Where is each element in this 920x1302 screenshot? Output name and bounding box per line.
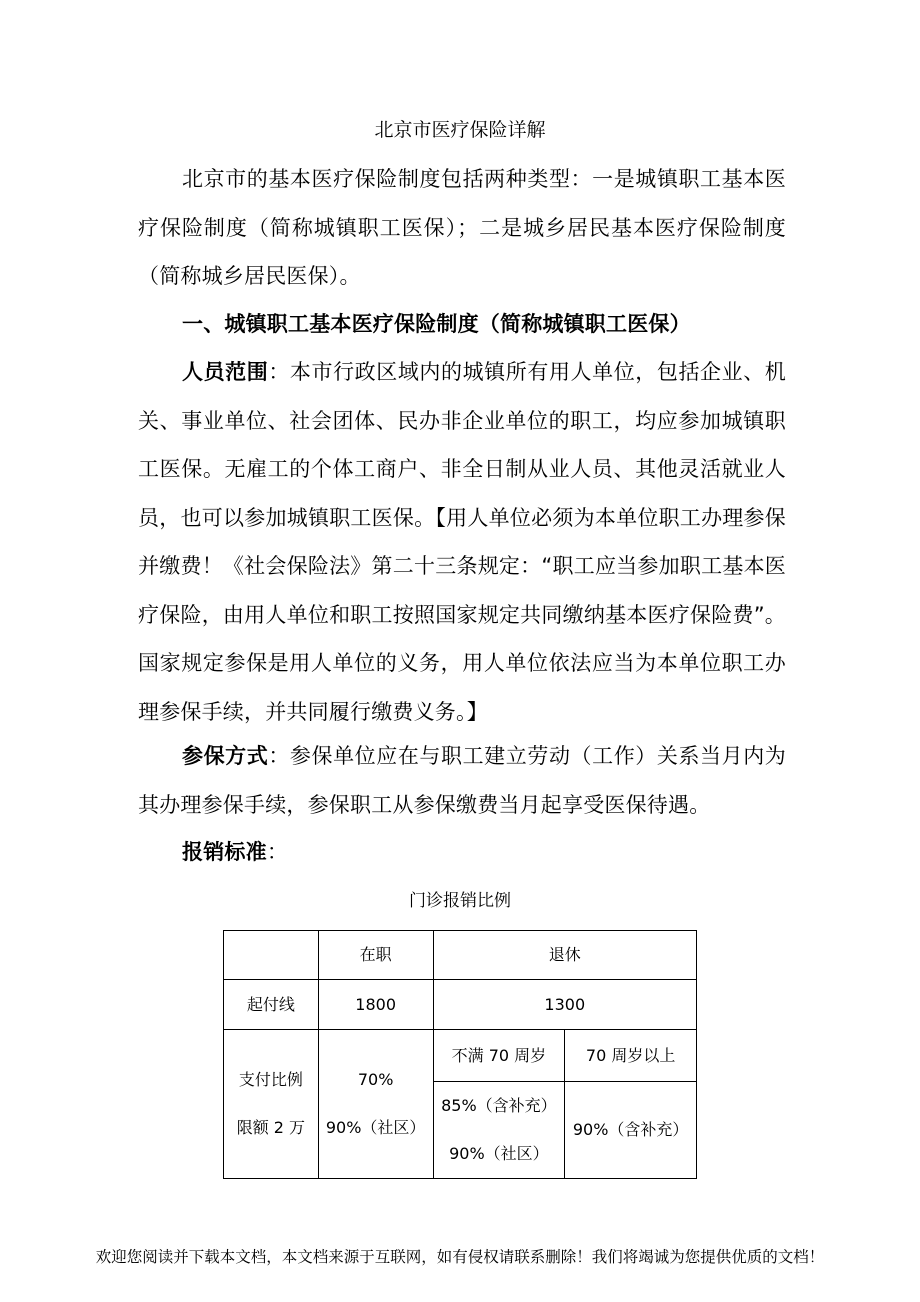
reimb-colon: ：: [266, 840, 289, 864]
reimb-label: 报销标准: [182, 840, 267, 864]
under-70-ratio: 85%（含补充）: [441, 1096, 557, 1115]
deductible-retired: 1300: [433, 980, 696, 1030]
method-label: 参保方式: [182, 744, 269, 768]
row-label-payment: [224, 1030, 319, 1179]
payment-ratio-label: 支付比例: [238, 1070, 303, 1089]
payment-over-70: 90%（含补充）: [565, 1082, 697, 1179]
table-caption: 门诊报销比例: [409, 891, 511, 911]
scope-text: ：本市行政区域内的城镇所有用人单位，包括企业、机关、事业单位、社会团体、民办非企业单位的职工，均应参加城镇职工医保。无雇工的个体工商户、非全日制从业人员、其他灵活就业人员，也可以参加城镇职工医保。【用人单位必须为本单位职工办理参保并缴费！《社会保险法》第二十三条规定：“职工应当参加职工基本医疗保险，由用人单位和职工按照国家规定共同缴纳基本医疗保险费”。国家规定参保是用人单位的义务，用人单位依法应当为本单位职工办理参保手续，并共同履行缴费义务。】: [138, 360, 786, 724]
limit-label: 限额 2 万: [236, 1118, 306, 1137]
section-heading: 一、城镇职工基本医疗保险制度（简称城镇职工医保）: [182, 312, 691, 336]
scope-label: 人员范围: [182, 360, 269, 384]
table-cell-empty: [224, 931, 319, 980]
intro-paragraph: 北京市的基本医疗保险制度包括两种类型：一是城镇职工基本医疗保险制度（简称城镇职工医保）；二是城乡居民基本医疗保险制度（简称城乡居民医保）。: [138, 167, 786, 288]
header-over-70: 70 周岁以上: [565, 1030, 697, 1082]
reimbursement-table: [223, 930, 697, 1179]
page-title: 北京市医疗保险详解: [374, 119, 546, 141]
employed-community-ratio: 90%（社区）: [325, 1118, 426, 1137]
header-retired: 退休: [433, 931, 696, 980]
scope-paragraph: [138, 348, 786, 736]
employed-ratio: 70%: [357, 1070, 394, 1089]
reimb-paragraph: [138, 828, 786, 877]
method-paragraph: [138, 732, 786, 829]
table-row: [224, 1030, 697, 1082]
deductible-employed: 1800: [318, 980, 433, 1030]
method-text: ：参保单位应在与职工建立劳动（工作）关系当月内为其办理参保手续，参保职工从参保缴费当月起享受医保待遇。: [138, 744, 786, 817]
row-label-deductible: 起付线: [224, 980, 319, 1030]
payment-under-70: [433, 1082, 565, 1179]
table-row: [224, 980, 697, 1030]
table-row: [224, 931, 697, 980]
under-70-community-ratio: 90%（社区）: [449, 1144, 549, 1163]
header-employed: 在职: [318, 931, 433, 980]
header-under-70: 不满 70 周岁: [433, 1030, 565, 1082]
footer-notice: 欢迎您阅读并下载本文档，本文档来源于互联网，如有侵权请联系删除！我们将竭诚为您提供优质的文档！: [95, 1248, 825, 1266]
payment-employed: [318, 1030, 433, 1179]
